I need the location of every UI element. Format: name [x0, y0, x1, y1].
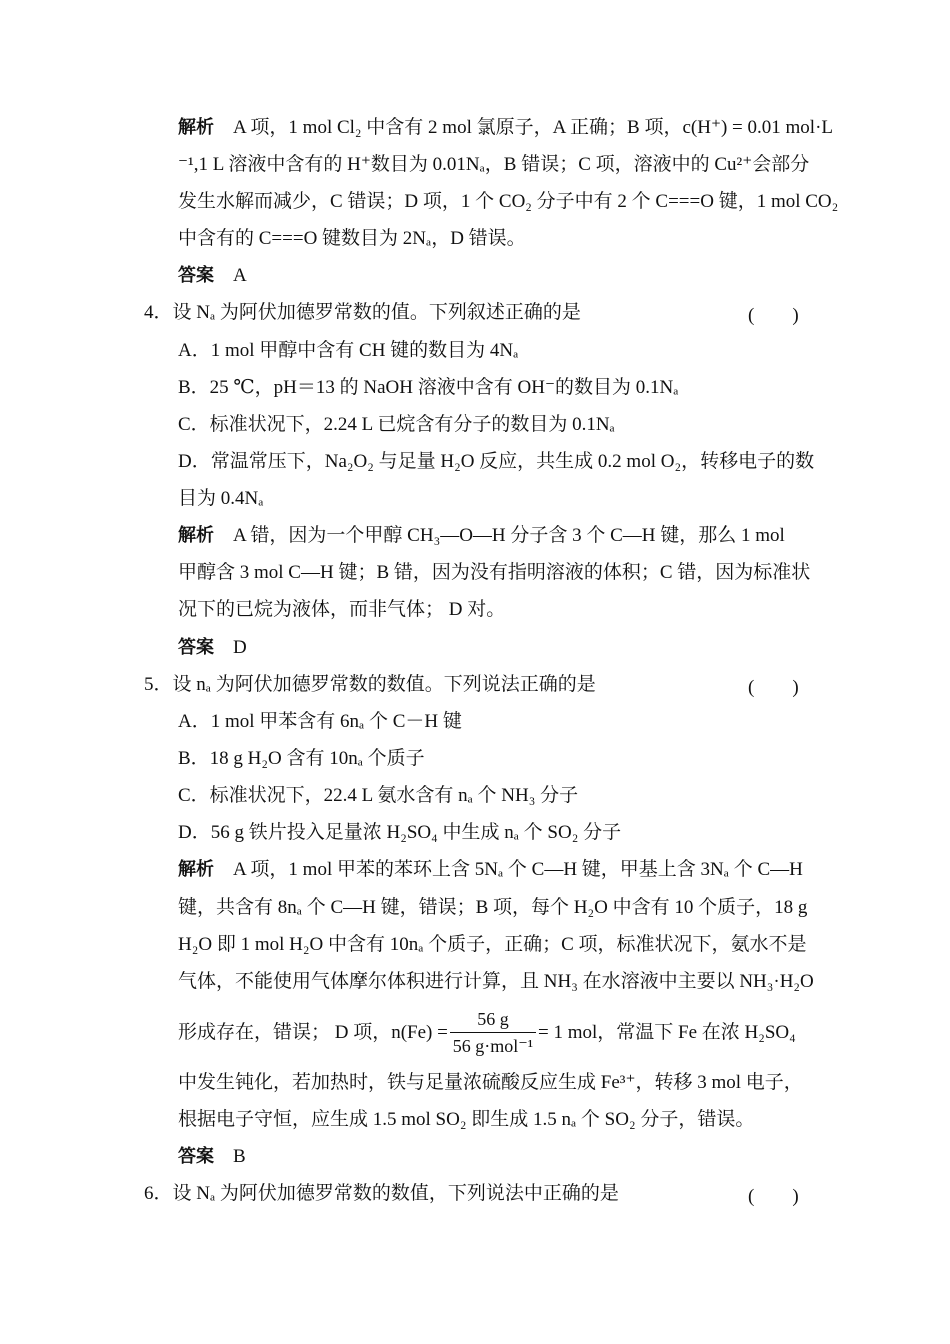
fraction-fe-moles — [450, 1008, 536, 1057]
text-line — [178, 560, 810, 586]
text-line — [178, 1107, 754, 1133]
line-text: 中含有的 C===O 键数目为 2Nₐ，D 错误。 — [178, 228, 526, 249]
text-line — [178, 969, 814, 995]
line-text: 目为 0.4Nₐ — [178, 488, 264, 509]
line-text: 甲醇含 3 mol C—H 键；B 错，因为没有指明溶液的体积；C 错，因为标准状 — [178, 562, 811, 583]
text-line — [178, 895, 807, 921]
line-text: D．常温常压下，Na₂O₂ 与足量 H₂O 反应，共生成 0.2 mol O₂，转移电子的数 — [178, 451, 815, 472]
question-stem — [144, 1181, 619, 1207]
line-text: A．1 mol 甲醇中含有 CH 键的数目为 4Nₐ — [178, 340, 519, 361]
analysis-line — [178, 115, 833, 141]
line-text: A — [214, 265, 247, 286]
answer-blank: ( ) — [748, 305, 799, 326]
text-line — [178, 189, 838, 215]
line-text: C．标准状况下，22.4 L 氨水含有 nₐ 个 NH₃ 分子 — [178, 785, 579, 806]
section-label: 答案 — [178, 265, 214, 286]
line-text: 形成存在，错误； D 项，n(Fe) = — [178, 1022, 448, 1043]
text-line — [178, 597, 505, 623]
line-text: A．1 mol 甲苯含有 6nₐ 个 C－H 键 — [178, 711, 462, 732]
text-line — [178, 486, 263, 512]
line-text: B — [214, 1146, 246, 1167]
line-text: D — [214, 637, 247, 658]
text-line — [178, 1070, 803, 1096]
text-line — [178, 746, 425, 772]
fraction-numerator: 56 g — [450, 1008, 536, 1033]
text-line — [178, 226, 526, 252]
line-text: A 错，因为一个甲醇 CH₃—O—H 分子含 3 个 C—H 键，那么 1 mol — [214, 525, 785, 546]
section-label: 答案 — [178, 637, 214, 658]
line-text: A 项，1 mol 甲苯的苯环上含 5Nₐ 个 C—H 键，甲基上含 3Nₐ 个 C—H — [214, 859, 803, 880]
line-text: 根据电子守恒，应生成 1.5 mol SO₂ 即生成 1.5 nₐ 个 SO₂ 分子，错误。 — [178, 1109, 755, 1130]
text-line — [178, 820, 621, 846]
text-line — [178, 932, 807, 958]
line-text: 气体，不能使用气体摩尔体积进行计算，且 NH₃ 在水溶液中主要以 NH₃·H₂O — [178, 971, 814, 992]
answer-line — [178, 263, 247, 289]
answer-line — [178, 1144, 246, 1170]
line-text: 键，共含有 8nₐ 个 C—H 键，错误；B 项，每个 H₂O 中含有 10 个质子，18 g — [178, 897, 808, 918]
text-line — [178, 152, 809, 178]
analysis-line — [178, 523, 785, 549]
section-label: 解析 — [178, 525, 214, 546]
line-text: A 项，1 mol Cl₂ 中含有 2 mol 氯原子，A 正确；B 项，c(H⁺) = 0.01 mol·L — [214, 117, 834, 138]
analysis-line — [178, 857, 803, 883]
text-line — [178, 375, 678, 401]
line-text: 4．设 Nₐ 为阿伏加德罗常数的值。下列叙述正确的是 — [144, 302, 581, 323]
text-line — [178, 412, 615, 438]
line-text: 5．设 nₐ 为阿伏加德罗常数的数值。下列说法正确的是 — [144, 674, 596, 695]
text-line — [178, 783, 578, 809]
line-text: B．18 g H₂O 含有 10nₐ 个质子 — [178, 748, 425, 769]
text-line — [178, 338, 518, 364]
question-stem — [144, 300, 581, 326]
line-text: 中发生钝化，若加热时，铁与足量浓硫酸反应生成 Fe³⁺，转移 3 mol 电子， — [178, 1072, 803, 1093]
line-text: ⁻¹,1 L 溶液中含有的 H⁺数目为 0.01Nₐ，B 错误；C 项，溶液中的 Cu²⁺会部分 — [178, 154, 810, 175]
line-text: 况下的已烷为液体，而非气体； D 对。 — [178, 599, 506, 620]
text-line — [178, 1020, 448, 1046]
answer-blank: ( ) — [748, 1186, 799, 1207]
line-text: 6．设 Nₐ 为阿伏加德罗常数的数值，下列说法中正确的是 — [144, 1183, 619, 1204]
line-text: H₂O 即 1 mol H₂O 中含有 10nₐ 个质子，正确；C 项，标准状况下，氨水不是 — [178, 934, 807, 955]
fraction-denominator: 56 g·mol⁻¹ — [452, 1036, 534, 1056]
section-label: 解析 — [178, 859, 214, 880]
line-text: D．56 g 铁片投入足量浓 H₂SO₄ 中生成 nₐ 个 SO₂ 分子 — [178, 822, 622, 843]
line-text: 发生水解而减少，C 错误；D 项，1 个 CO₂ 分子中有 2 个 C===O 键，1 mol CO₂ — [178, 191, 839, 212]
line-text: C．标准状况下，2.24 L 已烷含有分子的数目为 0.1Nₐ — [178, 414, 615, 435]
section-label: 解析 — [178, 117, 214, 138]
text-line — [178, 709, 462, 735]
answer-blank: ( ) — [748, 677, 799, 698]
text-line — [538, 1020, 796, 1046]
question-stem — [144, 672, 596, 698]
section-label: 答案 — [178, 1146, 214, 1167]
answer-line — [178, 635, 247, 661]
line-text: = 1 mol，常温下 Fe 在浓 H₂SO₄ — [538, 1022, 796, 1043]
line-text: B．25 ℃，pH＝13 的 NaOH 溶液中含有 OH⁻的数目为 0.1Nₐ — [178, 377, 679, 398]
text-line — [178, 449, 814, 475]
